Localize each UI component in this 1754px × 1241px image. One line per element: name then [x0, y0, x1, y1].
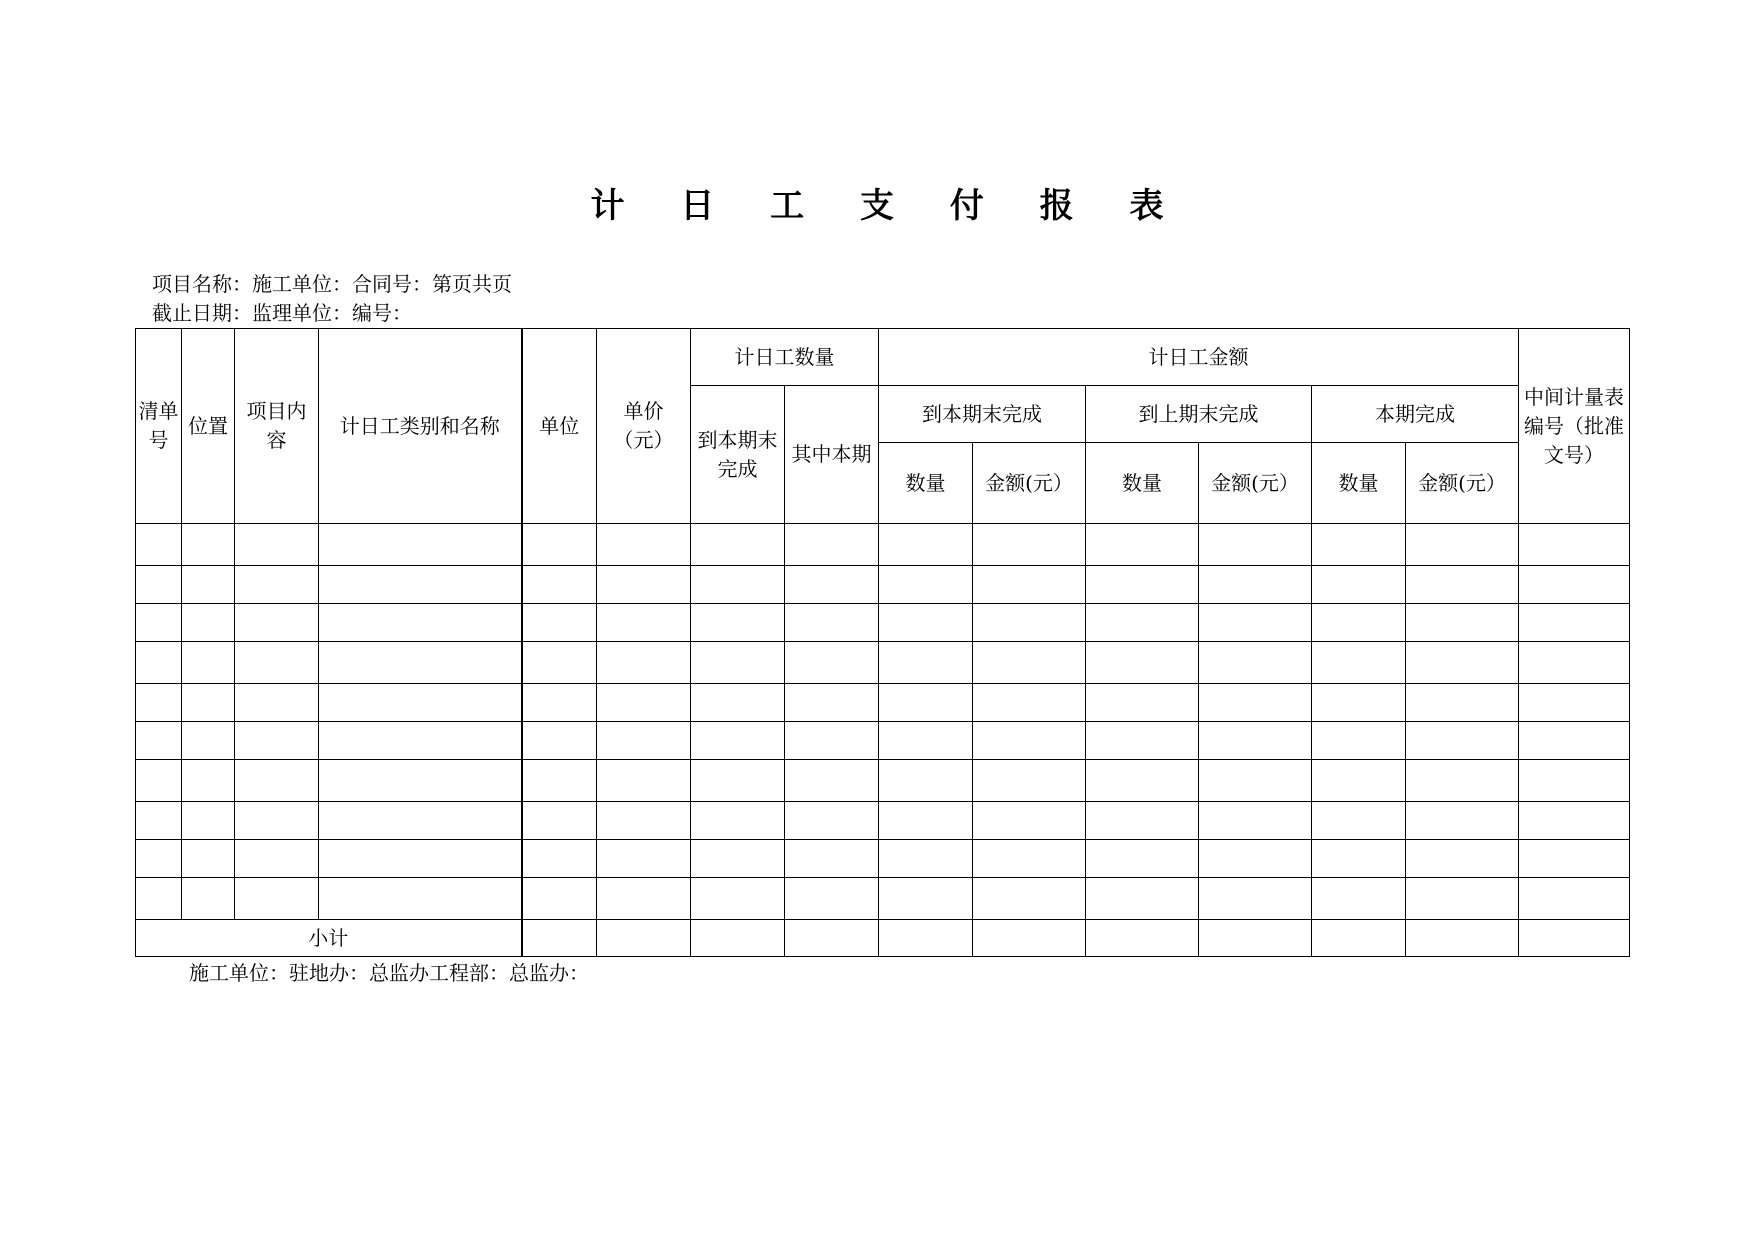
table-cell	[1086, 642, 1199, 684]
table-cell	[785, 566, 879, 604]
table-cell	[691, 722, 785, 760]
table-cell	[879, 878, 973, 920]
table-cell	[691, 604, 785, 642]
table-cell	[235, 642, 319, 684]
table-cell	[1086, 878, 1199, 920]
table-cell	[522, 878, 597, 920]
table-cell	[879, 802, 973, 840]
subtotal-cell	[785, 920, 879, 957]
table-body	[136, 524, 1630, 920]
table-cell	[879, 604, 973, 642]
table-cell	[1406, 642, 1519, 684]
table-cell	[319, 642, 522, 684]
header-amount: 金额(元）	[1406, 443, 1519, 524]
table-cell	[785, 802, 879, 840]
table-cell	[785, 684, 879, 722]
table-cell	[1406, 604, 1519, 642]
table-cell	[136, 840, 182, 878]
table-cell	[1312, 802, 1406, 840]
table-cell	[319, 566, 522, 604]
table-cell	[136, 760, 182, 802]
table-cell	[1086, 684, 1199, 722]
header-unit-price: 单价（元）	[597, 329, 691, 524]
table-cell	[182, 566, 235, 604]
header-unit: 单位	[522, 329, 597, 524]
table-cell	[319, 722, 522, 760]
table-row	[136, 840, 1630, 878]
header-quantity: 数量	[1086, 443, 1199, 524]
table-cell	[691, 642, 785, 684]
table-cell	[235, 840, 319, 878]
table-cell	[235, 722, 319, 760]
table-row	[136, 878, 1630, 920]
table-cell	[136, 878, 182, 920]
header-qty-to-current-end: 到本期末完成	[691, 386, 785, 524]
table-row	[136, 722, 1630, 760]
table-cell	[1519, 566, 1630, 604]
table-cell	[973, 722, 1086, 760]
subtotal-cell	[597, 920, 691, 957]
table-cell	[1519, 802, 1630, 840]
table-cell	[1519, 878, 1630, 920]
table-cell	[136, 722, 182, 760]
subtotal-cell	[1406, 920, 1519, 957]
table-cell	[1086, 840, 1199, 878]
table-cell	[785, 760, 879, 802]
table-cell	[1312, 840, 1406, 878]
table-cell	[1406, 722, 1519, 760]
table-cell	[597, 604, 691, 642]
table-row	[136, 760, 1630, 802]
table-cell	[1086, 760, 1199, 802]
table-cell	[1086, 722, 1199, 760]
table-cell	[879, 684, 973, 722]
table-cell	[1199, 760, 1312, 802]
table-cell	[691, 684, 785, 722]
header-quantity: 数量	[1312, 443, 1406, 524]
table-cell	[235, 802, 319, 840]
table-cell	[1086, 566, 1199, 604]
table-cell	[1519, 524, 1630, 566]
table-cell	[597, 760, 691, 802]
subtotal-cell	[1199, 920, 1312, 957]
table-cell	[136, 684, 182, 722]
table-cell	[319, 684, 522, 722]
table-cell	[1199, 604, 1312, 642]
subtotal-cell	[1086, 920, 1199, 957]
table-cell	[597, 642, 691, 684]
table-cell	[1406, 840, 1519, 878]
subtotal-cell	[1519, 920, 1630, 957]
header-amount-current-period: 本期完成	[1312, 386, 1519, 443]
table-cell	[879, 760, 973, 802]
table-cell	[973, 604, 1086, 642]
table-cell	[973, 642, 1086, 684]
subtotal-label: 小计	[136, 920, 522, 957]
subtotal-cell	[522, 920, 597, 957]
table-cell	[785, 840, 879, 878]
header-daywork-quantity: 计日工数量	[691, 329, 879, 386]
table-cell	[136, 566, 182, 604]
table-cell	[1086, 802, 1199, 840]
table-cell	[597, 722, 691, 760]
header-interim-measurement-no: 中间计量表编号（批准文号）	[1519, 329, 1630, 524]
table-cell	[235, 684, 319, 722]
table-cell	[691, 760, 785, 802]
table-cell	[1312, 878, 1406, 920]
header-amount: 金额(元）	[973, 443, 1086, 524]
table-cell	[785, 524, 879, 566]
table-cell	[522, 566, 597, 604]
table-cell	[235, 760, 319, 802]
signature-line: 施工单位：驻地办：总监办工程部：总监办：	[189, 961, 589, 985]
table-cell	[522, 760, 597, 802]
table-cell	[973, 684, 1086, 722]
table-cell	[522, 722, 597, 760]
table-row	[136, 642, 1630, 684]
table-cell	[522, 684, 597, 722]
table-cell	[785, 604, 879, 642]
table-cell	[182, 524, 235, 566]
header-position: 位置	[182, 329, 235, 524]
table-cell	[235, 566, 319, 604]
table-row	[136, 684, 1630, 722]
table-cell	[691, 802, 785, 840]
table-cell	[1312, 524, 1406, 566]
header-quantity: 数量	[879, 443, 973, 524]
table-cell	[1312, 760, 1406, 802]
header-category-name: 计日工类别和名称	[319, 329, 522, 524]
table-cell	[597, 802, 691, 840]
table-cell	[1199, 840, 1312, 878]
table-cell	[597, 566, 691, 604]
table-cell	[1312, 642, 1406, 684]
table-cell	[1519, 840, 1630, 878]
table-cell	[973, 840, 1086, 878]
table-row	[136, 524, 1630, 566]
table-cell	[136, 604, 182, 642]
table-cell	[1406, 760, 1519, 802]
table-cell	[973, 760, 1086, 802]
header-daywork-amount: 计日工金额	[879, 329, 1519, 386]
table-cell	[1199, 642, 1312, 684]
table-cell	[1199, 802, 1312, 840]
header-qty-of-which-current: 其中本期	[785, 386, 879, 524]
table-cell	[879, 722, 973, 760]
table-cell	[1406, 684, 1519, 722]
table-cell	[319, 524, 522, 566]
table-cell	[973, 524, 1086, 566]
table-row	[136, 802, 1630, 840]
table-cell	[1519, 760, 1630, 802]
table-cell	[182, 684, 235, 722]
table-cell	[182, 604, 235, 642]
table-cell	[785, 642, 879, 684]
table-cell	[973, 878, 1086, 920]
table-cell	[1312, 722, 1406, 760]
table-cell	[1519, 684, 1630, 722]
table-subtotal	[136, 920, 1630, 957]
table-header	[136, 329, 1630, 524]
table-cell	[319, 802, 522, 840]
table-cell	[136, 802, 182, 840]
table-cell	[522, 642, 597, 684]
daywork-payment-table	[135, 328, 1630, 957]
table-cell	[182, 878, 235, 920]
header-item-content: 项目内容	[235, 329, 319, 524]
table-cell	[1519, 642, 1630, 684]
table-cell	[182, 802, 235, 840]
table-cell	[1519, 722, 1630, 760]
table-cell	[522, 524, 597, 566]
table-cell	[1086, 524, 1199, 566]
table-cell	[319, 604, 522, 642]
table-cell	[691, 878, 785, 920]
table-cell	[235, 878, 319, 920]
table-cell	[879, 524, 973, 566]
table-cell	[1406, 566, 1519, 604]
header-amount: 金额(元）	[1199, 443, 1312, 524]
table-row	[136, 604, 1630, 642]
table-cell	[182, 722, 235, 760]
table-cell	[1406, 524, 1519, 566]
table-cell	[182, 840, 235, 878]
table-cell	[319, 840, 522, 878]
table-cell	[1199, 722, 1312, 760]
table-cell	[136, 642, 182, 684]
table-row	[136, 566, 1630, 604]
header-info-line-1: 项目名称：施工单位：合同号：第页共页	[152, 272, 512, 296]
table-cell	[235, 524, 319, 566]
table-cell	[691, 566, 785, 604]
header-list-no: 清单号	[136, 329, 182, 524]
table-cell	[597, 684, 691, 722]
table-cell	[235, 604, 319, 642]
table-cell	[1312, 604, 1406, 642]
table-cell	[1406, 878, 1519, 920]
table-cell	[1406, 802, 1519, 840]
table-cell	[785, 878, 879, 920]
table-cell	[1086, 604, 1199, 642]
subtotal-cell	[1312, 920, 1406, 957]
table-cell	[1519, 604, 1630, 642]
table-cell	[182, 760, 235, 802]
table-cell	[785, 722, 879, 760]
table-cell	[522, 604, 597, 642]
subtotal-cell	[973, 920, 1086, 957]
table-cell	[879, 642, 973, 684]
table-cell	[973, 566, 1086, 604]
table-cell	[182, 642, 235, 684]
table-cell	[597, 878, 691, 920]
table-cell	[879, 566, 973, 604]
table-cell	[1199, 684, 1312, 722]
page-title: 计 日 工 支 付 报 表	[590, 186, 1186, 226]
table-cell	[879, 840, 973, 878]
table-cell	[1312, 684, 1406, 722]
table-cell	[319, 878, 522, 920]
table-cell	[319, 760, 522, 802]
table-cell	[1199, 878, 1312, 920]
table-cell	[1199, 524, 1312, 566]
table-cell	[1199, 566, 1312, 604]
subtotal-cell	[691, 920, 785, 957]
table-cell	[522, 802, 597, 840]
table-cell	[973, 802, 1086, 840]
table-cell	[597, 524, 691, 566]
table-cell	[691, 524, 785, 566]
header-amount-to-previous-end: 到上期末完成	[1086, 386, 1312, 443]
header-amount-to-current-end: 到本期末完成	[879, 386, 1086, 443]
table-cell	[136, 524, 182, 566]
table-cell	[691, 840, 785, 878]
header-info-line-2: 截止日期：监理单位：编号：	[152, 301, 412, 325]
table-cell	[1312, 566, 1406, 604]
table-cell	[597, 840, 691, 878]
table-cell	[522, 840, 597, 878]
subtotal-cell	[879, 920, 973, 957]
